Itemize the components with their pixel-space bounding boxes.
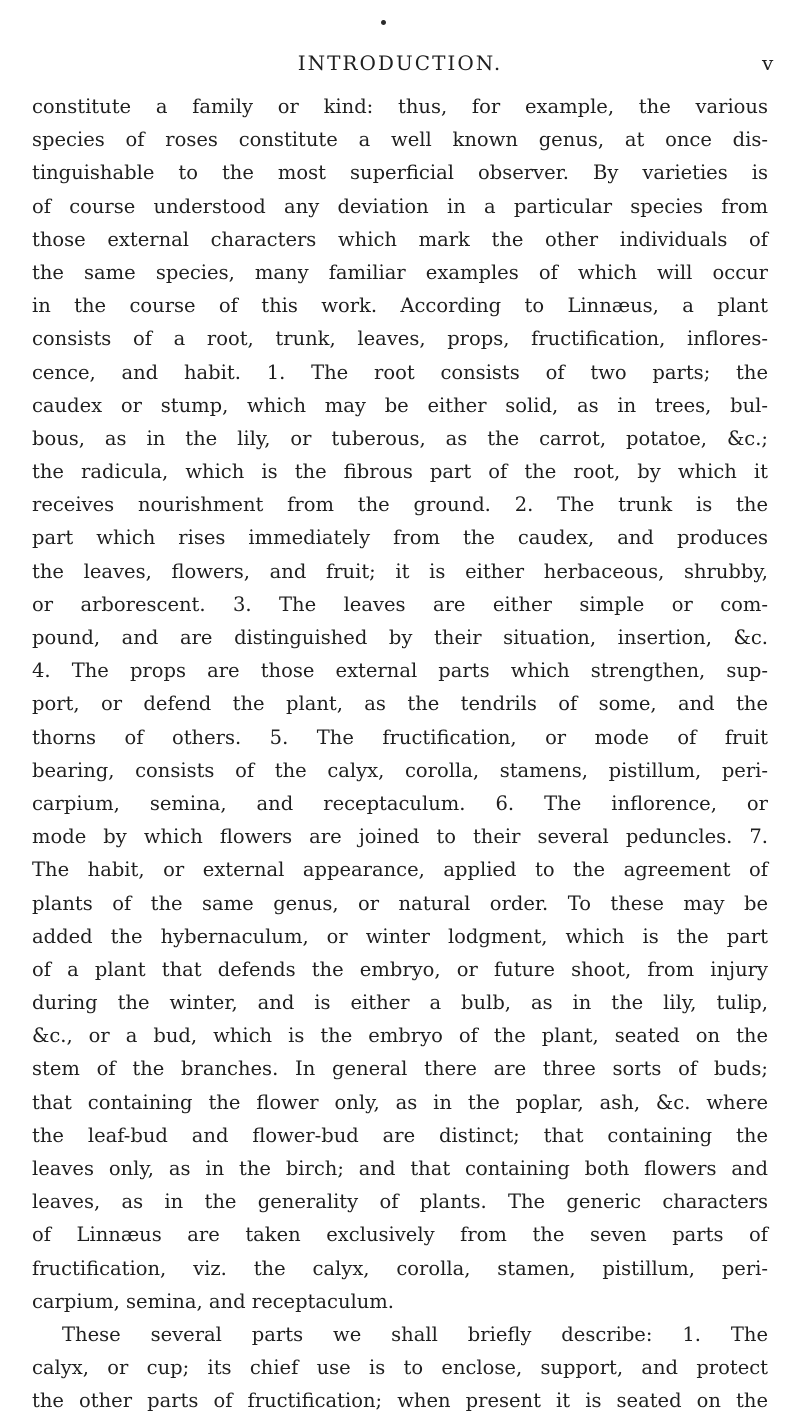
- text-line: bous, as in the lily, or tuberous, as the carrot, potatoe, &c.;: [32, 426, 768, 450]
- text-line: of Linnæus are taken exclusively from the seven parts of: [32, 1223, 768, 1247]
- text-line: carpium, semina, and receptaculum.: [32, 1289, 394, 1313]
- text-line: part which rises immediately from the caudex, and produces: [32, 526, 768, 550]
- text-line: added the hybernaculum, or winter lodgment, which is the part: [32, 924, 768, 948]
- paragraph-1: [32, 90, 768, 1318]
- page-header: [0, 51, 800, 81]
- text-line: port, or defend the plant, as the tendrils of some, and the: [32, 692, 768, 716]
- print-speck: [381, 20, 386, 25]
- text-line: leaves, as in the generality of plants. The generic characters: [32, 1190, 768, 1214]
- text-line: stem of the branches. In general there are three sorts of buds;: [32, 1057, 768, 1081]
- text-line: bearing, consists of the calyx, corolla, stamens, pistillum, peri-: [32, 758, 768, 782]
- paragraph-2: [32, 1318, 768, 1418]
- text-line: tinguishable to the most superficial observer. By varieties is: [32, 161, 768, 185]
- text-line: These several parts we shall briefly describe: 1. The: [62, 1322, 768, 1346]
- text-line: 4. The props are those external parts which strengthen, sup-: [32, 659, 768, 683]
- text-line: the leaf-bud and flower-bud are distinct; that containing the: [32, 1123, 768, 1147]
- text-line: cence, and habit. 1. The root consists of two parts; the: [32, 360, 768, 384]
- text-line: thorns of others. 5. The fructification, or mode of fruit: [32, 725, 768, 749]
- text-line: that containing the flower only, as in the poplar, ash, &c. where: [32, 1090, 768, 1114]
- body-text: [32, 90, 768, 1418]
- text-line: plants of the same genus, or natural order. To these may be: [32, 891, 768, 915]
- text-line: &c., or a bud, which is the embryo of the plant, seated on the: [32, 1024, 768, 1048]
- text-line: The habit, or external appearance, applied to the agreement of: [32, 858, 768, 882]
- text-line: during the winter, and is either a bulb, as in the lily, tulip,: [32, 991, 768, 1015]
- text-line: mode by which flowers are joined to their several peduncles. 7.: [32, 825, 768, 849]
- text-line: species of roses constitute a well known genus, at once dis-: [32, 128, 768, 152]
- text-line: those external characters which mark the other individuals of: [32, 227, 768, 251]
- running-title: INTRODUCTION.: [297, 51, 503, 75]
- text-line: constitute a family or kind: thus, for example, the various: [32, 95, 768, 118]
- text-line: leaves only, as in the birch; and that containing both flowers and: [32, 1157, 768, 1180]
- text-line: receives nourishment from the ground. 2. The trunk is the: [32, 493, 768, 517]
- text-line: fructification, viz. the calyx, corolla, stamen, pistillum, peri-: [32, 1256, 768, 1280]
- text-line: of course understood any deviation in a particular species from: [32, 194, 768, 218]
- text-line: or arborescent. 3. The leaves are either simple or com-: [32, 592, 768, 616]
- text-line: the radicula, which is the fibrous part of the root, by which it: [32, 460, 768, 484]
- text-line: calyx, or cup; its chief use is to enclose, support, and protect: [32, 1356, 768, 1380]
- text-line: caudex or stump, which may be either solid, as in trees, bul-: [32, 393, 768, 417]
- text-line: the leaves, flowers, and fruit; it is either herbaceous, shrubby,: [32, 559, 768, 583]
- text-line: the same species, many familiar examples of which will occur: [32, 260, 768, 284]
- text-line: pound, and are distinguished by their situation, insertion, &c.: [32, 626, 768, 649]
- text-line: consists of a root, trunk, leaves, props, fructification, inflores-: [32, 327, 768, 351]
- text-line: in the course of this work. According to Linnæus, a plant: [32, 294, 768, 318]
- text-line: of a plant that defends the embryo, or future shoot, from injury: [32, 957, 768, 981]
- page-number: v: [762, 51, 774, 75]
- text-line: carpium, semina, and receptaculum. 6. The inflorence, or: [32, 791, 768, 815]
- text-line: the other parts of fructification; when present it is seated on the: [32, 1389, 768, 1413]
